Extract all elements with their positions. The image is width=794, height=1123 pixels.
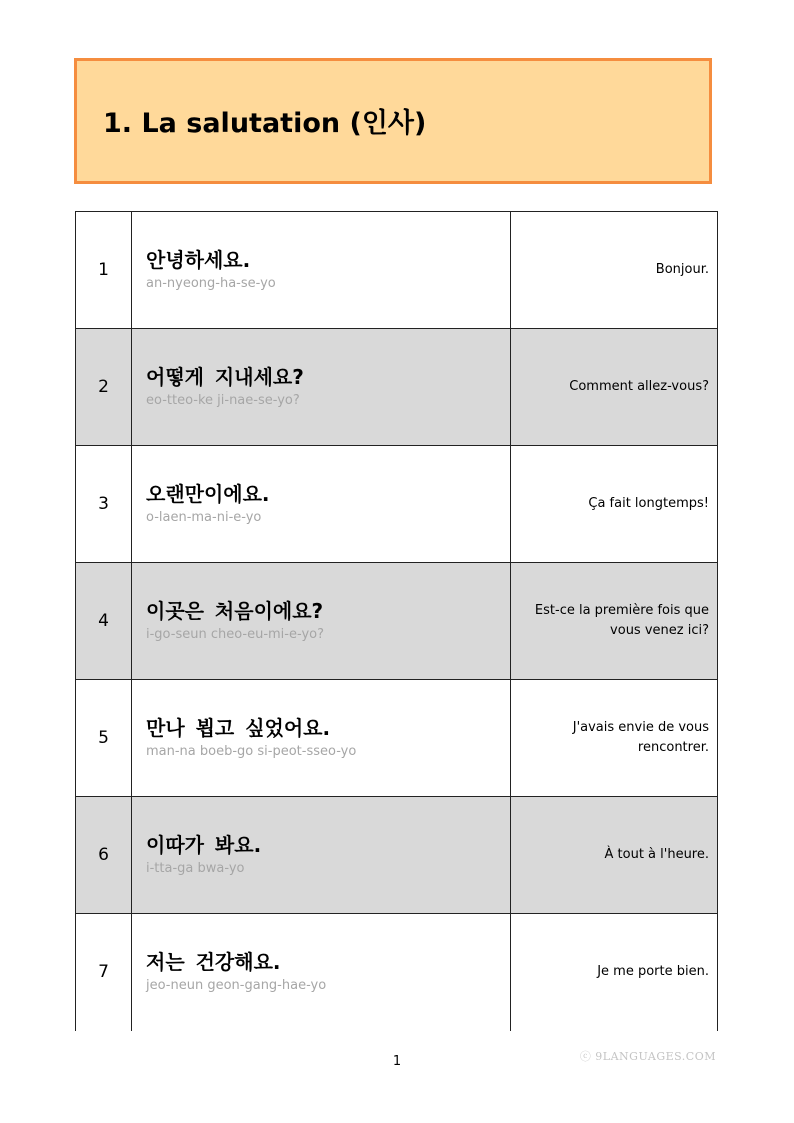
french-translation: Comment allez-vous? (569, 379, 709, 394)
french-translation: Je me porte bien. (597, 964, 709, 980)
korean-cell (132, 212, 511, 329)
romanization: jeo-neun geon-gang-hae-yo (146, 978, 327, 994)
korean-phrase: 이따가 봐요. (146, 833, 262, 857)
korean-cell (132, 680, 511, 797)
french-cell (511, 680, 718, 797)
french-translation: À tout à l'heure. (604, 847, 709, 862)
korean-cell (132, 914, 511, 1031)
french-cell (511, 797, 718, 914)
french-translation: Est-ce la première fois que vous venez ici? (534, 603, 709, 638)
romanization: eo-tteo-ke ji-nae-se-yo? (146, 393, 300, 408)
table-row (76, 680, 718, 797)
french-cell (511, 446, 718, 563)
romanization: man-na boeb-go si-peot-sseo-yo (146, 744, 357, 759)
romanization: i-tta-ga bwa-yo (146, 861, 245, 876)
row-number: 5 (76, 680, 132, 797)
row-number: 3 (76, 446, 132, 563)
row-number: 2 (76, 329, 132, 446)
table-row (76, 446, 718, 563)
korean-phrase: 만나 뵙고 싶었어요. (146, 716, 331, 740)
korean-phrase: 저는 건강해요. (146, 950, 281, 975)
row-number: 7 (76, 914, 132, 1031)
romanization: an-nyeong-ha-se-yo (146, 276, 276, 291)
table-row (76, 914, 718, 1031)
korean-cell (132, 563, 511, 680)
row-number: 4 (76, 563, 132, 680)
table-row (76, 329, 718, 446)
french-translation: Bonjour. (655, 262, 709, 277)
french-cell (511, 212, 718, 329)
korean-cell (132, 797, 511, 914)
korean-phrase: 안녕하세요. (146, 248, 251, 272)
korean-phrase: 오랜만이에요. (146, 482, 270, 506)
french-cell (511, 563, 718, 680)
title-banner (74, 58, 712, 184)
table-row (76, 797, 718, 914)
korean-phrase: 어떻게 지내세요? (146, 365, 304, 389)
romanization: o-laen-ma-ni-e-yo (146, 510, 262, 525)
row-number: 6 (76, 797, 132, 914)
page-number: 1 (392, 1054, 402, 1069)
french-translation: J'avais envie de vous rencontrer. (572, 720, 709, 755)
copyright-notice: ⓒ 9LANGUAGES.COM (579, 1050, 716, 1063)
french-cell (511, 329, 718, 446)
row-number: 1 (76, 212, 132, 329)
romanization: i-go-seun cheo-eu-mi-e-yo? (146, 627, 324, 642)
french-translation: Ça fait longtemps! (588, 496, 709, 511)
korean-cell (132, 446, 511, 563)
table-row (76, 212, 718, 329)
korean-phrase: 이곳은 처음이에요? (146, 599, 324, 623)
page-title: 1. La salutation (인사) (103, 108, 427, 139)
french-cell (511, 914, 718, 1031)
table-row (76, 563, 718, 680)
phrase-table (75, 211, 718, 1031)
korean-cell (132, 329, 511, 446)
